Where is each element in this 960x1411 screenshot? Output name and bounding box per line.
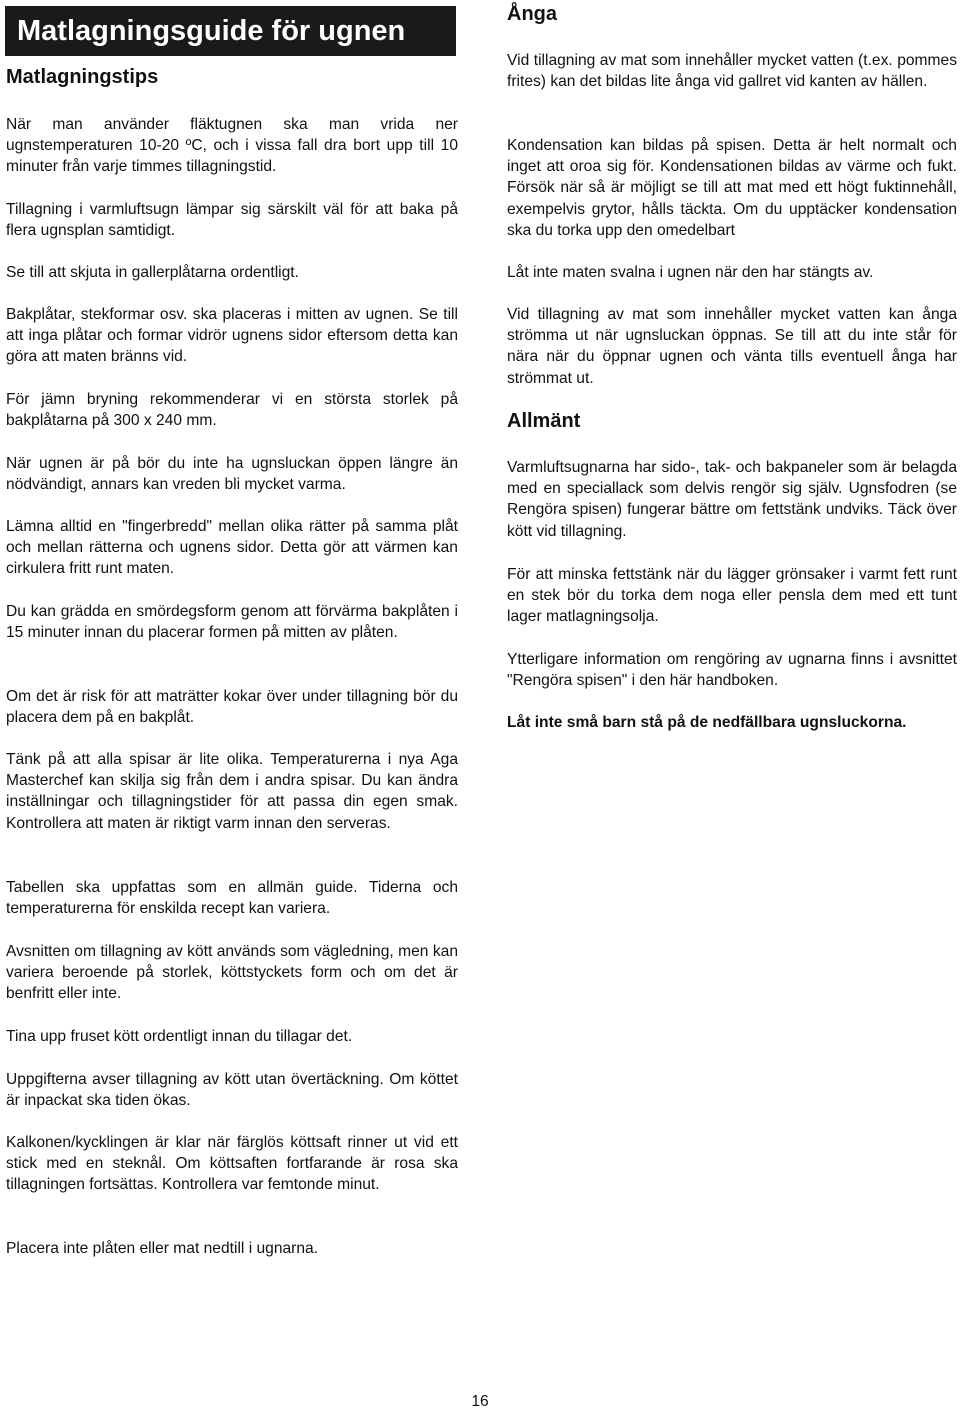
paragraph: Kondensation kan bildas på spisen. Detta är helt normalt och inget att oroa sig för. Kondensationen bildas av värme och fukt. Försök när så är möjligt se till att mat med ett högt fuktinnehåll, exempelvis grytor, hålls täckta. Om du upptäcker kondensation ska du torka upp den omedelbart — [507, 137, 957, 239]
general-heading: Allmänt — [507, 410, 581, 432]
paragraph: Kalkonen/kycklingen är klar när färglös köttsaft rinner ut vid ett stick med en steknål. Om köttsaften fortfarande är rosa ska tillagningen fortsättas. Kontrollera var femtonde minut. — [6, 1134, 458, 1194]
paragraph: Avsnitten om tillagning av kött används som vägledning, men kan variera beroende på storlek, köttstyckets form och om det är benfritt eller inte. — [6, 943, 458, 1003]
paragraph: Placera inte plåten eller mat nedtill i ugnarna. — [6, 1240, 319, 1257]
paragraph: Om det är risk för att maträtter kokar över under tillagning bör du placera dem på en bakplåt. — [6, 688, 458, 727]
paragraph: Vid tillagning av mat som innehåller mycket vatten kan ånga strömma ut när ugnsluckan öppnas. Se till att du inte står för nära när du öppnar ugnen och vänta tills eventuell ånga har strömmat ut. — [507, 306, 957, 387]
paragraph: Vid tillagning av mat som innehåller mycket vatten (t.ex. pommes frites) kan det bildas lite ånga vid gallret vid kanten av hällen. — [507, 52, 957, 91]
paragraph: Du kan grädda en smördegsform genom att förvärma bakplåten i 15 minuter innan du placerar formen på mitten av plåten. — [6, 603, 458, 642]
paragraph: Lämna alltid en "fingerbredd" mellan olika rätter på samma plåt och mellan rätterna och ugnens sidor. Detta gör att värmen kan cirkulera fritt runt maten. — [6, 518, 458, 578]
paragraph: Tänk på att alla spisar är lite olika. Temperaturerna i nya Aga Masterchef kan skilja sig från dem i andra spisar. Du kan ändra inställningar och tillagningstider för att passa din egen smak. Kontrollera att maten är riktigt varm innan den serveras. — [6, 751, 458, 832]
paragraph: Bakplåtar, stekformar osv. ska placeras i mitten av ugnen. Se till att inga plåtar och formar vidrör ugnens sidor eftersom detta kan göra att maten bränns vid. — [6, 306, 458, 366]
child-safety-warning: Låt inte små barn stå på de nedfällbara ugnsluckorna. — [507, 714, 907, 731]
paragraph: När man använder fläktugnen ska man vrida ner ugnstemperaturen 10-20 ºC, och i vissa fall dra bort upp till 10 minuter från varje timmes tillagningstid. — [6, 116, 458, 176]
paragraph: För jämn bryning rekommenderar vi en största storlek på bakplåtarna på 300 x 240 mm. — [6, 391, 458, 430]
page-title: Matlagningsguide för ugnen — [5, 6, 456, 56]
steam-heading: Ånga — [507, 3, 557, 25]
paragraph: Tabellen ska uppfattas som en allmän guide. Tiderna och temperaturerna för enskilda recept kan variera. — [6, 879, 458, 918]
cooking-tips-heading: Matlagningstips — [6, 66, 159, 88]
paragraph: När ugnen är på bör du inte ha ugnsluckan öppen längre än nödvändigt, annars kan vreden bli mycket varma. — [6, 455, 458, 494]
paragraph: Låt inte maten svalna i ugnen när den har stängts av. — [507, 264, 874, 281]
paragraph: Tina upp fruset kött ordentligt innan du tillagar det. — [6, 1028, 353, 1045]
paragraph: Varmluftsugnarna har sido-, tak- och bakpaneler som är belagda med en speciallack som delvis rengör sig själv. Ugnsfodren (se Rengöra spisen) fungerar bättre om fettstänk undviks. Täck över kött vid tillagning. — [507, 459, 957, 540]
paragraph: Ytterligare information om rengöring av ugnarna finns i avsnittet "Rengöra spisen" i den här handboken. — [507, 651, 957, 690]
paragraph: Uppgifterna avser tillagning av kött utan övertäckning. Om köttet är inpackat ska tiden ökas. — [6, 1071, 458, 1110]
paragraph: För att minska fettstänk när du lägger grönsaker i varmt fett runt en stek bör du torka dem noga eller pensla dem med ett tunt lager matlagningsolja. — [507, 566, 957, 626]
page-number: 16 — [471, 1393, 489, 1410]
paragraph: Se till att skjuta in gallerplåtarna ordentligt. — [6, 264, 299, 281]
paragraph: Tillagning i varmluftsugn lämpar sig särskilt väl för att baka på flera ugnsplan samtidigt. — [6, 201, 458, 240]
